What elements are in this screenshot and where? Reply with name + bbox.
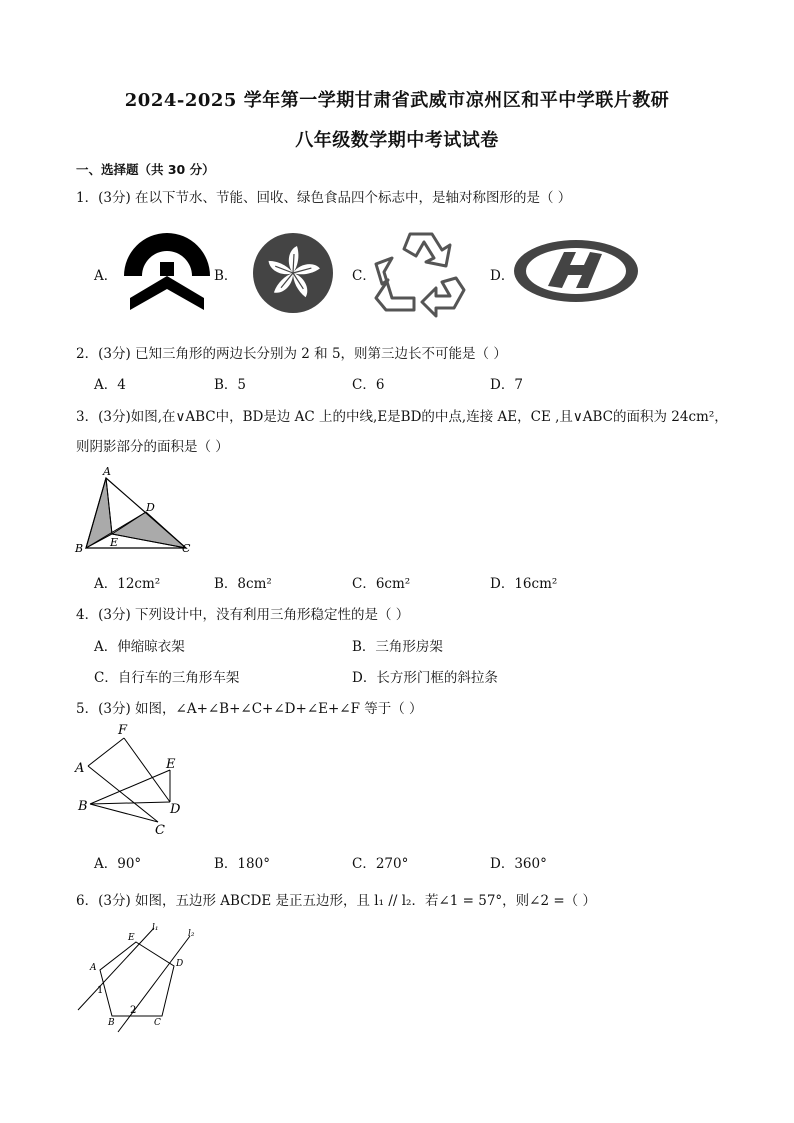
question-4-text: 4．(3分) 下列设计中，没有利用三角形稳定性的是（ ） xyxy=(76,607,410,623)
q2-option-b: B．5 xyxy=(214,377,247,393)
q3-label-b: B xyxy=(75,542,84,555)
q6-label-c: C xyxy=(154,1018,161,1028)
question-3-text-line2: 则阴影部分的面积是（ ） xyxy=(76,439,229,455)
q1-option-a-label: A． xyxy=(94,268,118,284)
q6-label-l1: l₁ xyxy=(152,923,159,933)
question-3-text-line1: 3．(3分)如图,在∨ABC中，BD是边 AC 上的中线,E是BD的中点,连接 AE，CE ,且∨ABC的面积为 24cm²， xyxy=(76,409,728,425)
q6-label-l2: l₂ xyxy=(188,929,195,939)
q5-star-figure xyxy=(72,722,192,838)
q3-label-d: D xyxy=(146,501,155,514)
q3-triangle-figure xyxy=(72,464,202,560)
q5-label-b: B xyxy=(78,799,88,814)
q2-option-c: C．6 xyxy=(352,377,385,393)
q6-label-a: A xyxy=(90,963,97,973)
q5-option-d: D．360° xyxy=(490,856,547,872)
exam-title-line2: 八年级数学期中考试试卷 xyxy=(295,130,499,151)
q2-option-a: A．4 xyxy=(94,377,126,393)
q3-option-a: A．12cm² xyxy=(94,576,161,592)
energy-saving-logo-icon xyxy=(250,230,336,316)
q5-option-c: C．270° xyxy=(352,856,409,872)
q5-label-f: F xyxy=(118,723,128,738)
q5-label-c: C xyxy=(155,823,165,838)
q3-label-a: A xyxy=(103,465,111,478)
q6-label-e: E xyxy=(128,933,135,943)
q6-pentagon-figure xyxy=(72,920,212,1040)
q6-label-b: B xyxy=(108,1018,115,1028)
section-heading-choice: 一、选择题（共 30 分） xyxy=(76,162,215,177)
q5-label-a: A xyxy=(75,761,85,776)
q6-label-angle1: 1 xyxy=(97,985,104,996)
oval-h-logo-icon xyxy=(512,238,640,304)
q3-option-d: D．16cm² xyxy=(490,576,558,592)
q5-option-b: B．180° xyxy=(214,856,270,872)
question-1-text: 1．(3分) 在以下节水、节能、回收、绿色食品四个标志中，是轴对称图形的是（ ） xyxy=(76,190,572,206)
recycle-logo-icon xyxy=(374,228,468,316)
exam-title-line1: 2024-2025 学年第一学期甘肃省武威市凉州区和平中学联片教研 xyxy=(124,90,670,111)
q4-option-a: A．伸缩晾衣架 xyxy=(94,639,185,655)
q3-label-e: E xyxy=(110,536,119,549)
q6-label-angle2: 2 xyxy=(130,1005,137,1016)
question-6-text: 6．(3分) 如图，五边形 ABCDE 是正五边形，且 l₁ // l₂．若∠1 = 57°，则∠2 =（ ） xyxy=(76,893,596,909)
q5-option-a: A．90° xyxy=(94,856,142,872)
q3-label-c: C xyxy=(182,542,191,555)
question-2-text: 2．(3分) 已知三角形的两边长分别为 2 和 5，则第三边长不可能是（ ） xyxy=(76,346,507,362)
q3-option-c: C．6cm² xyxy=(352,576,411,592)
q4-option-c: C．自行车的三角形车架 xyxy=(94,670,240,686)
q2-option-d: D．7 xyxy=(490,377,523,393)
q1-option-d-label: D． xyxy=(490,268,515,284)
q3-option-b: B．8cm² xyxy=(214,576,272,592)
q4-option-d: D．长方形门框的斜拉条 xyxy=(352,670,498,686)
question-5-text: 5．(3分) 如图，∠A+∠B+∠C+∠D+∠E+∠F 等于（ ） xyxy=(76,701,423,717)
q6-label-d: D xyxy=(176,959,184,969)
q1-option-c-label: C． xyxy=(352,268,376,284)
water-saving-logo-icon xyxy=(120,232,214,316)
q5-label-e: E xyxy=(166,757,176,772)
q4-option-b: B．三角形房架 xyxy=(352,639,443,655)
q1-option-b-label: B． xyxy=(214,268,238,284)
q5-label-d: D xyxy=(170,802,181,817)
